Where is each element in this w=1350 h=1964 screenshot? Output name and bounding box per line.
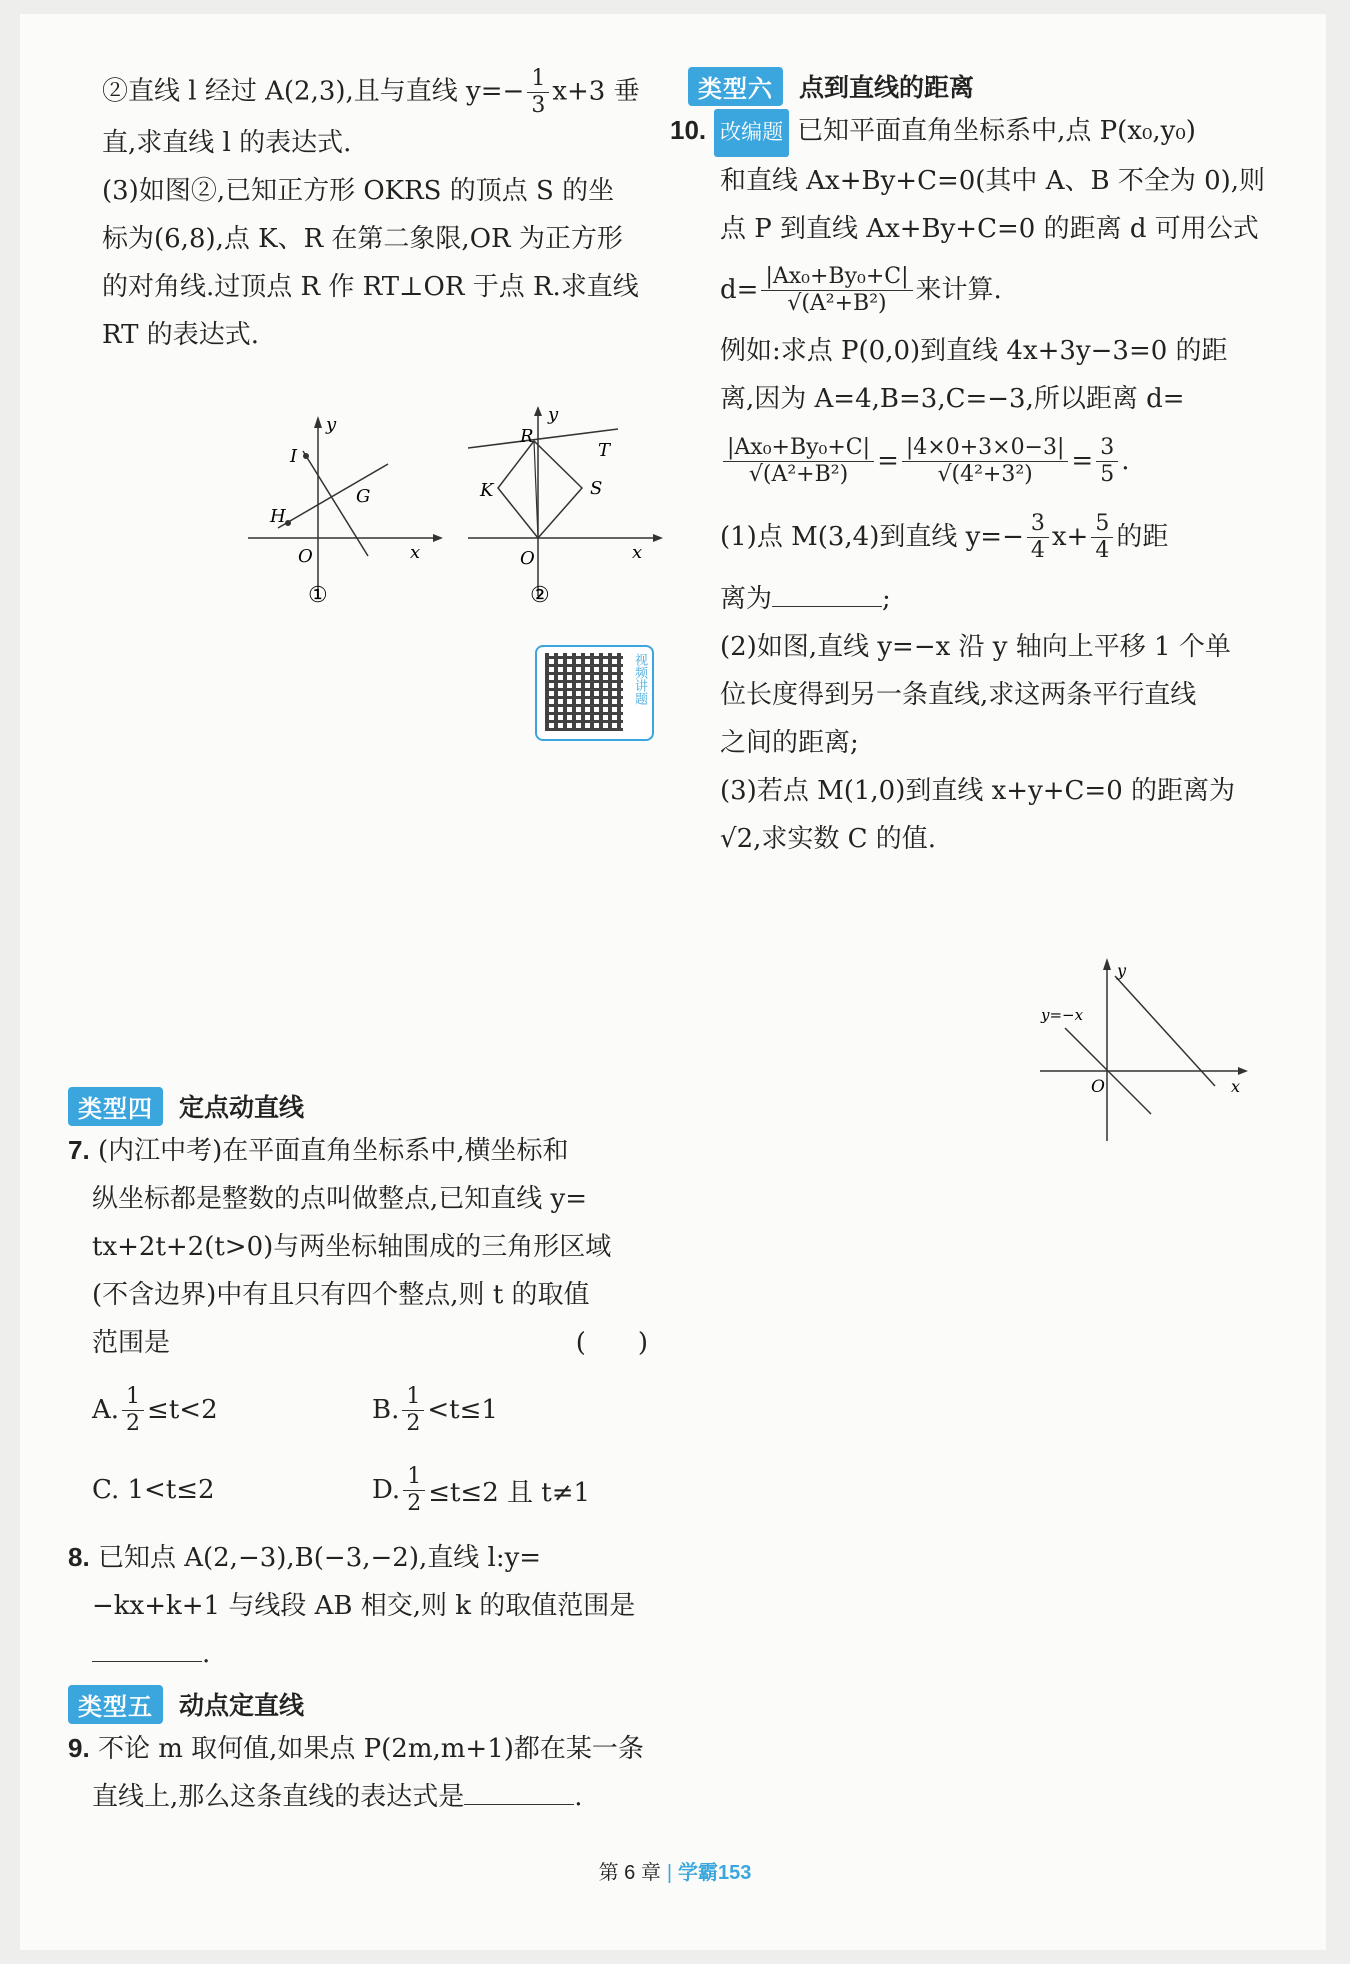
section-header: [688, 66, 1280, 106]
text-line: √2,求实数 C 的值.: [720, 824, 937, 854]
fig1-y-label: y: [326, 414, 337, 435]
qr-code[interactable]: [535, 645, 654, 741]
answer-blank[interactable]: [92, 1635, 202, 1662]
text-line: (2)如图,直线 y=−x 沿 y 轴向上平移 1 个单: [720, 632, 1231, 662]
x-axis-arrow: [1238, 1067, 1248, 1075]
line-shifted: [1115, 976, 1215, 1086]
text-line: 之间的距离;: [720, 728, 859, 758]
right-column: [670, 66, 1280, 1097]
text-line: (3)如图②,已知正方形 OKRS 的顶点 S 的坐: [102, 176, 615, 206]
text-line: RT 的表达式.: [102, 320, 259, 350]
square-okrs: [498, 441, 582, 538]
fraction: $\frac{1}{3}$: [527, 66, 549, 119]
chapter-label: 第 6 章: [598, 1862, 661, 1884]
text-line: 直线上,那么这条直线的表达式是 .: [68, 1773, 668, 1821]
text-line: (3)若点 M(1,0)到直线 x+y+C=0 的距离为: [720, 776, 1236, 806]
fig2-t-label: T: [598, 440, 611, 461]
q7: 7. (内江中考)在平面直角坐标系中,横坐标和: [68, 1135, 569, 1166]
text-line: 点 P 到直线 Ax+By+C=0 的距离 d 可用公式: [720, 214, 1259, 244]
answer-blank[interactable]: [464, 1778, 574, 1805]
distance-formula: d= $\frac{\text{|Ax₀+By₀+C|}}{\text{√(A²+B²)}}$ 来计算.: [720, 263, 1002, 316]
line-hg: [278, 464, 388, 528]
text-line: 直,求直线 l 的表达式.: [102, 128, 352, 158]
fig2-y-label: y: [548, 406, 559, 425]
fig2-o-label: O: [520, 548, 535, 569]
fig1-h-label: H: [270, 506, 286, 527]
text-line: (不含边界)中有且只有四个整点,则 t 的取值: [92, 1280, 590, 1310]
qr-code-image: [545, 653, 623, 731]
fig2-k-label: K: [480, 480, 494, 501]
text-line: 和直线 Ax+By+C=0(其中 A、B 不全为 0),则: [720, 166, 1266, 196]
page-number: 153: [718, 1862, 752, 1884]
x-axis-arrow: [433, 534, 443, 542]
figure-1: [248, 406, 448, 606]
example-formula: $\frac{\text{|Ax₀+By₀+C|}}{\text{√(A²+B²)}}$ = $\frac{|4\times 0+3\times 0-3|}{\text{√(4²+3²)}}$ = $\frac{3}{5}$ .: [670, 423, 1280, 499]
figure-3: [1035, 956, 1255, 1146]
fig1-g-label: G: [356, 486, 371, 507]
y-axis-arrow: [1103, 958, 1111, 970]
text-line: 离为 ;: [670, 575, 1280, 623]
section-header: [68, 1086, 668, 1126]
section-header: [68, 1684, 668, 1724]
text-line: 范围是 ( ): [68, 1319, 668, 1367]
fig3-o-label: O: [1091, 1077, 1105, 1097]
text-line: tx+2t+2(t>0)与两坐标轴围成的三角形区域: [92, 1232, 612, 1262]
fig2-caption: ②: [530, 583, 550, 606]
fig1-x-label: x: [410, 542, 421, 563]
fig2-r-label: R: [520, 426, 534, 447]
text-line: 纵坐标都是整数的点叫做整点,已知直线 y=: [92, 1184, 588, 1214]
x-axis-arrow: [653, 534, 663, 542]
section-4: [68, 1086, 668, 1821]
fig2-s-label: S: [590, 478, 603, 499]
divider: |: [666, 1862, 673, 1884]
section-title: 动点定直线: [179, 1692, 305, 1720]
fig3-x-label: x: [1231, 1077, 1241, 1096]
q7-options: [92, 1375, 668, 1525]
text-line: 的对角线.过顶点 R 作 RT⊥OR 于点 R.求直线: [102, 272, 639, 302]
q-cont-part2: ②直线 l 经过 A(2,3),且与直线 y=− $\frac{1}{3}$ x+3 垂: [102, 66, 640, 118]
text-line: −kx+k+1 与线段 AB 相交,则 k 的取值范围是: [92, 1591, 636, 1621]
text-line: 例如:求点 P(0,0)到直线 4x+3y−3=0 的距: [720, 336, 1228, 366]
text-line: 离,因为 A=4,B=3,C=−3,所以距离 d=: [720, 384, 1185, 414]
fig1-o-label: O: [298, 546, 313, 567]
answer-blank[interactable]: [772, 580, 882, 607]
option-d: D. $\frac{1}{2}$ ≤t≤2 且 t≠1: [372, 1463, 591, 1516]
point-h: [285, 520, 291, 526]
brand: 学霸: [678, 1862, 719, 1884]
fig1-caption: ①: [308, 583, 328, 606]
section-title: 点到直线的距离: [799, 74, 975, 102]
option-b: B. $\frac{1}{2}$ <t≤1: [372, 1383, 498, 1436]
y-axis-arrow: [534, 406, 542, 416]
text-line: .: [68, 1630, 668, 1678]
fig2-x-label: x: [632, 542, 643, 563]
figure-2: [468, 406, 668, 606]
text-line: 位长度得到另一条直线,求这两条平行直线: [720, 680, 1197, 710]
section-title: 定点动直线: [179, 1094, 305, 1122]
source-tag: 改编题: [714, 109, 789, 157]
line-rt: [468, 429, 618, 448]
q10: 10. 改编题 已知平面直角坐标系中,点 P(x₀,y₀): [670, 106, 1280, 157]
section-tag: 类型六: [688, 67, 783, 106]
q9: 9. 不论 m 取何值,如果点 P(2m,m+1)都在某一条: [68, 1733, 644, 1764]
fig1-i-label: I: [290, 446, 298, 467]
point-i: [303, 453, 309, 459]
fig3-y-label: y: [1117, 961, 1127, 980]
q10-part1: (1)点 M(3,4)到直线 y=− $\frac{3}{4}$ x+ $\frac{5}{4}$ 的距: [720, 510, 1169, 563]
section-tag: 类型五: [68, 1685, 163, 1724]
qr-label: 视频讲题: [633, 653, 648, 705]
option-a: A. $\frac{1}{2}$ ≤t<2: [92, 1383, 218, 1436]
option-c: C. 1<t≤2: [92, 1475, 215, 1505]
answer-paren: ( ): [575, 1328, 648, 1358]
text-line: 标为(6,8),点 K、R 在第二象限,OR 为正方形: [102, 224, 623, 254]
fig3-line-label: y=−x: [1041, 1006, 1084, 1024]
section-tag: 类型四: [68, 1087, 163, 1126]
y-axis-arrow: [314, 416, 322, 428]
q8: 8. 已知点 A(2,−3),B(−3,−2),直线 l:y=: [68, 1542, 542, 1573]
page-footer: [0, 1856, 1350, 1885]
